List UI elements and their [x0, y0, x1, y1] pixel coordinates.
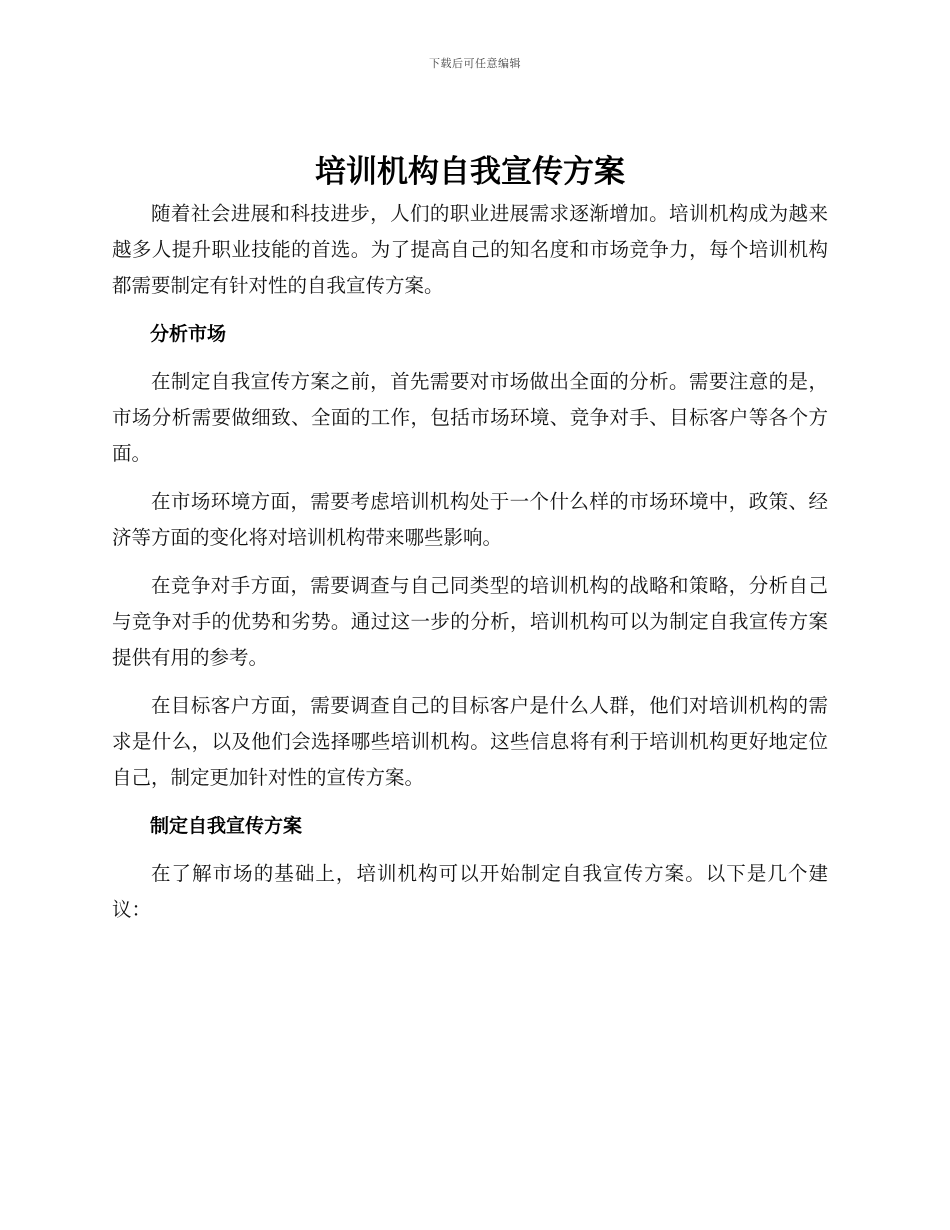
plan-paragraph-1: 在了解市场的基础上，培训机构可以开始制定自我宣传方案。以下是几个建议：	[112, 862, 828, 921]
section-heading-plan: 制定自我宣传方案	[150, 815, 303, 837]
header-note: 下载后可任意编辑	[429, 57, 521, 70]
market-paragraph-1: 在制定自我宣传方案之前，首先需要对市场做出全面的分析。需要注意的是，市场分析需要做细致、全面的工作，包括市场环境、竞争对手、目标客户等各个方面。	[112, 370, 828, 465]
section-heading-market: 分析市场	[150, 323, 227, 345]
market-paragraph-3: 在竞争对手方面，需要调查与自己同类型的培训机构的战略和策略，分析自己与竞争对手的优势和劣势。通过这一步的分析，培训机构可以为制定自我宣传方案提供有用的参考。	[112, 574, 828, 669]
document-body	[112, 150, 828, 928]
market-paragraph-4: 在目标客户方面，需要调查自己的目标客户是什么人群，他们对培训机构的需求是什么，以及他们会选择哪些培训机构。这些信息将有利于培训机构更好地定位自己，制定更加针对性的宣传方案。	[112, 694, 828, 789]
document-title: 培训机构自我宣传方案	[315, 154, 625, 190]
market-paragraph-2: 在市场环境方面，需要考虑培训机构处于一个什么样的市场环境中，政策、经济等方面的变化将对培训机构带来哪些影响。	[112, 490, 828, 549]
intro-paragraph: 随着社会进展和科技进步，人们的职业进展需求逐渐增加。培训机构成为越来越多人提升职业技能的首选。为了提高自己的知名度和市场竞争力，每个培训机构都需要制定有针对性的自我宣传方案。	[112, 202, 828, 297]
